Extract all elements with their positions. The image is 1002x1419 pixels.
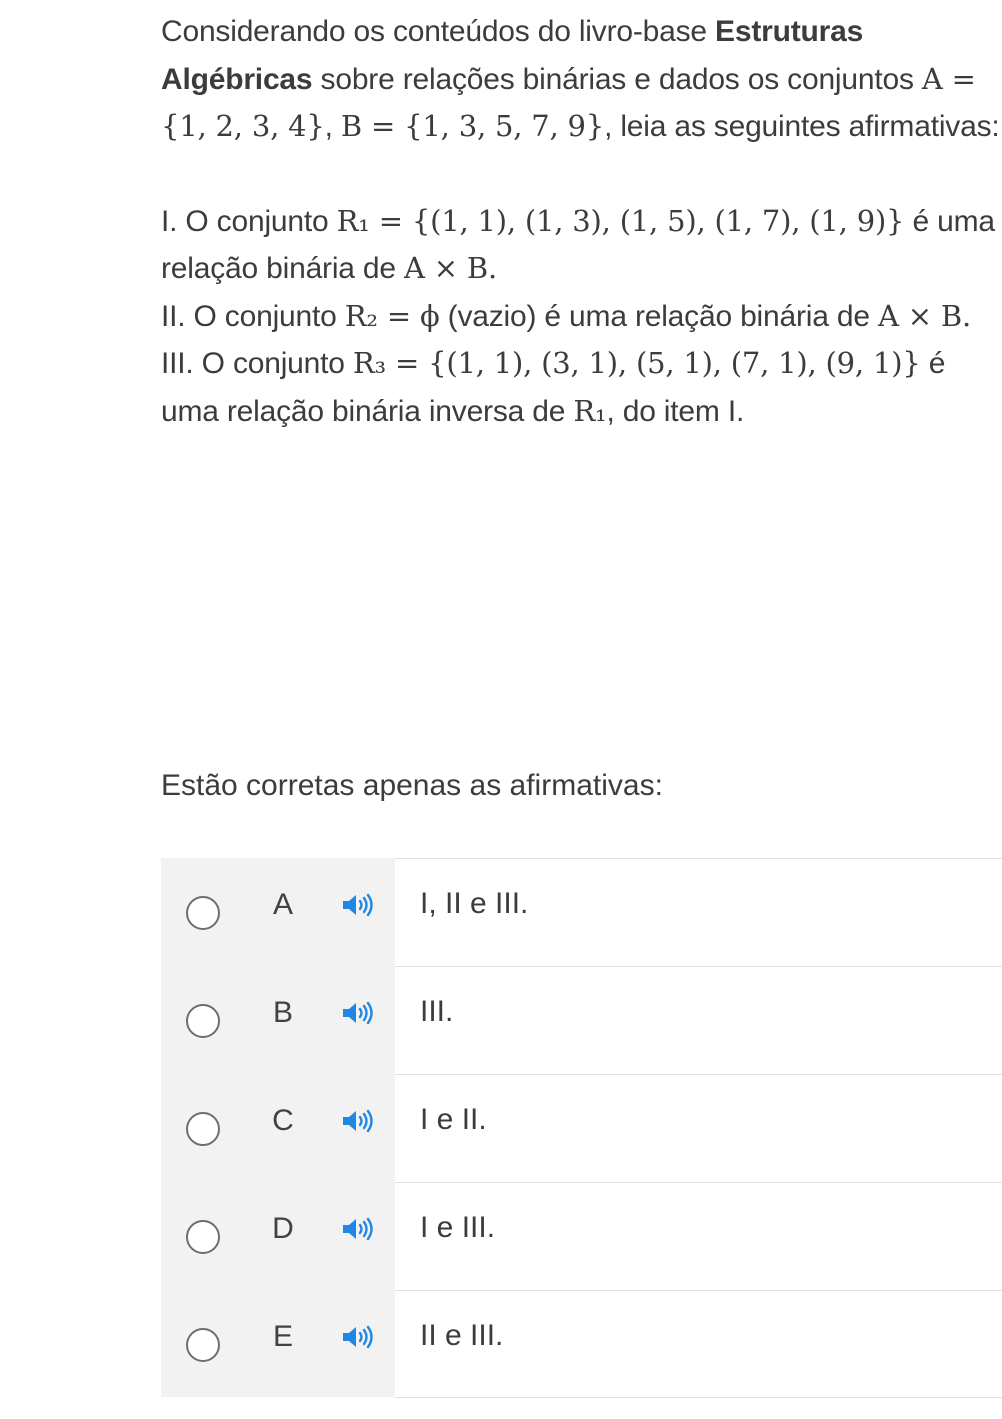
speaker-icon[interactable]: [341, 1216, 375, 1242]
answer-prompt: Estão corretas apenas as afirmativas:: [161, 769, 663, 802]
statement-ii: [161, 293, 1002, 341]
radio-icon[interactable]: [186, 896, 220, 930]
statement-iii-math: R₃ = {(1, 1), (3, 1), (5, 1), (7, 1), (9, 1)}: [352, 346, 921, 380]
statement-iii-ref: R₁: [573, 393, 607, 428]
option-text: I e II.: [420, 1103, 487, 1136]
statement-i-suffix: é uma relação binária de: [161, 204, 995, 285]
radio-icon[interactable]: [186, 1004, 220, 1038]
answer-options: [161, 858, 1002, 1397]
radio-icon[interactable]: [186, 1220, 220, 1254]
option-b[interactable]: [161, 966, 1002, 1074]
option-letter: D: [272, 1212, 294, 1245]
radio-icon[interactable]: [186, 1112, 220, 1146]
statement-ii-product: A × B.: [877, 298, 971, 333]
option-a[interactable]: [161, 858, 1002, 966]
statement-ii-math: R₂ = ϕ: [344, 298, 440, 333]
option-text: I e III.: [420, 1211, 496, 1244]
statement-iii-prefix: III. O conjunto: [161, 347, 353, 380]
intro-text-a: Considerando os conteúdos do livro-base: [161, 15, 716, 48]
option-text: I, II e III.: [420, 887, 529, 920]
intro-text-c: , leia as seguintes afirmativas:: [604, 110, 1000, 143]
radio-icon[interactable]: [186, 1328, 220, 1362]
option-text: II e III.: [420, 1319, 504, 1352]
statement-iii: [161, 340, 1002, 435]
speaker-icon[interactable]: [341, 892, 375, 918]
speaker-icon[interactable]: [341, 1108, 375, 1134]
speaker-icon[interactable]: [341, 1324, 375, 1350]
speaker-icon[interactable]: [341, 1000, 375, 1026]
set-a: A = {1, 2, 3, 4}: [161, 61, 976, 143]
question-statement: [161, 8, 1002, 435]
question-intro: Considerando os conteúdos do livro-base Estruturas Algébricas sobre relações binárias e dados os conjuntos A = {1, 2, 3, 4}, B = {1, 3, 5, 7, 9}, leia as seguintes afirmativas:: [161, 15, 1000, 143]
statement-iii-suffix: é uma relação binária inversa de: [161, 347, 946, 428]
option-letter: A: [272, 888, 293, 921]
option-text: III.: [420, 995, 454, 1028]
option-letter: B: [272, 996, 293, 1029]
option-c[interactable]: [161, 1074, 1002, 1182]
option-e[interactable]: [161, 1290, 1002, 1398]
statement-i: [161, 198, 1002, 293]
option-letter: C: [272, 1104, 294, 1137]
statement-ii-suffix: (vazio) é uma relação binária de: [439, 299, 878, 333]
book-title: Estruturas Algébricas: [161, 15, 864, 96]
set-b: B = {1, 3, 5, 7, 9}: [340, 109, 605, 143]
option-letter: E: [272, 1320, 293, 1353]
statement-ii-prefix: II. O conjunto: [161, 299, 345, 333]
statement-i-math: R₁ = {(1, 1), (1, 3), (1, 5), (1, 7), (1, 9)}: [336, 203, 905, 238]
intro-text-b: sobre relações binárias e dados os conjuntos: [312, 62, 914, 96]
statement-iii-end: , do item I.: [606, 394, 745, 428]
statement-i-prefix: I. O conjunto: [161, 204, 337, 238]
option-d[interactable]: [161, 1182, 1002, 1290]
statement-i-product: A × B.: [404, 251, 498, 285]
